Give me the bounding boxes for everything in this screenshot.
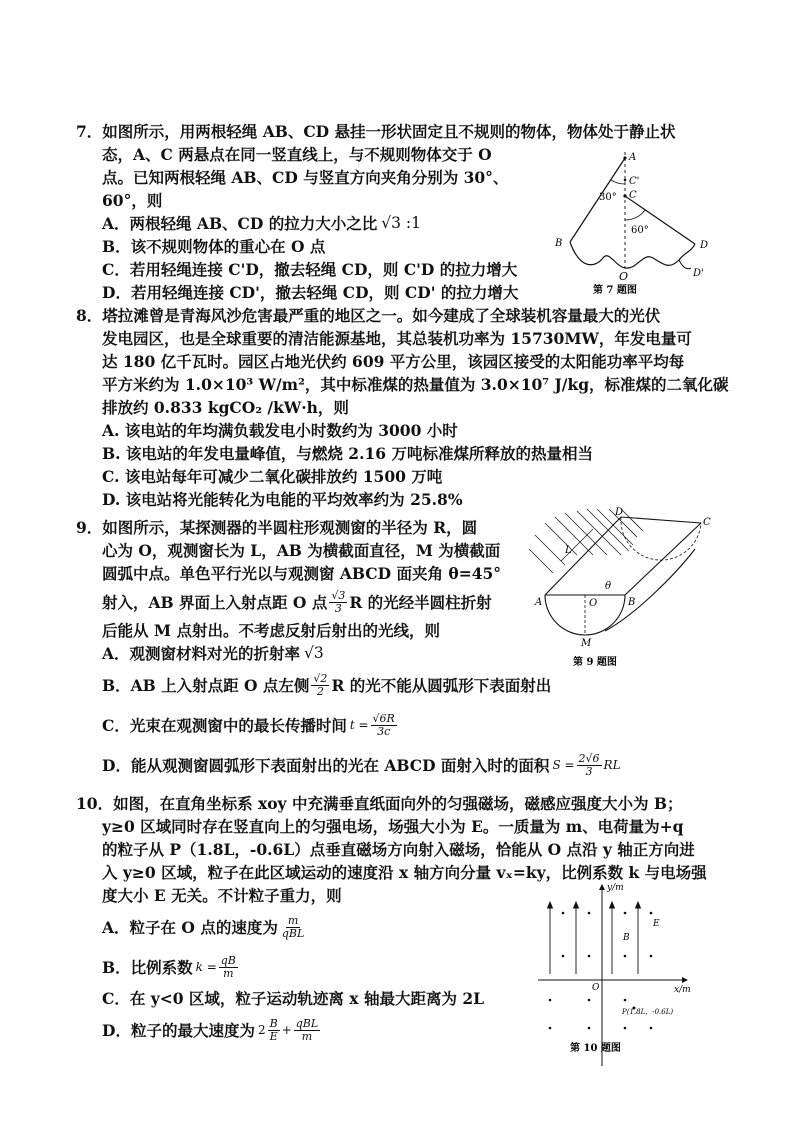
parallel-light-rays <box>529 509 643 573</box>
q7-stem-line3: 点。已知两根轻绳 AB、CD 与竖直方向夹角分别为 30°、 <box>102 168 509 187</box>
q7-option-b: B．该不规则物体的重心在 O 点 <box>102 237 326 256</box>
origin-label: O <box>592 983 600 993</box>
b-label: B <box>623 933 630 943</box>
figure-9 <box>525 505 715 670</box>
q9-number: 9． <box>76 518 103 537</box>
y-axis-label: y/m <box>607 883 624 893</box>
q9-c-frac: $\frac{√6R}{3c}$ <box>372 711 395 738</box>
q9-stem-line2: 心为 O，观测窗长为 L，AB 为横截面直径，M 为横截面 <box>102 541 501 560</box>
point-p-label: P(1.8L，-0.6L) <box>622 1008 674 1016</box>
wavy-tail <box>679 260 691 269</box>
q10-option-a: A．粒子在 O 点的速度为 $\frac{m}{\text{qBL}}$ <box>102 913 305 940</box>
e-label: E <box>653 919 660 929</box>
q10-stem-line3: 的粒子从 P（1.8L，-0.6L）点垂直磁场方向射入磁场，恰能从 O 点沿 y 轴正方向进 <box>102 840 695 859</box>
q10-d-frac1: $\frac{B}{E}$ <box>269 1016 278 1043</box>
q9-d-frac: $\frac{2√6}{3}$ <box>578 751 600 778</box>
cylinder-bottom-edge <box>605 549 695 631</box>
figure-9-caption: 第 9 题图 <box>573 657 617 668</box>
label-m: M <box>581 638 592 649</box>
label-o: O <box>589 598 598 609</box>
q10-stem-line4: 入 y≥0 区域，粒子在此区域运动的速度沿 x 轴方向分量 vₓ=ky，比例系数 k 与电场强 <box>102 863 707 882</box>
q10-a-frac: $\frac{m}{\text{qBL}}$ <box>281 913 305 940</box>
q7-option-c: C．若用轻绳连接 C'D，撤去轻绳 CD，则 C'D 的拉力增大 <box>102 260 518 279</box>
q8-option-d: D. 该电站将光能转化为电能的平均效率约为 25.8% <box>102 490 463 509</box>
half-circle-back <box>621 517 701 560</box>
label-d: D <box>700 240 709 251</box>
label-30: 30° <box>599 192 617 203</box>
q10-stem-line5: 度大小 E 无关。不计粒子重力，则 <box>102 886 342 905</box>
q8-stem-line3: 达 180 亿千瓦时。园区占地光伏约 609 平方公里，该园区接受的太阳能功率平均每 <box>102 352 685 371</box>
q9-stem-line1: 如图所示，某探测器的半圆柱形观测窗的半径为 R，圆 <box>102 518 478 537</box>
q9-b-frac: $\frac{√2}{2}$ <box>313 671 328 698</box>
label-d: D <box>615 507 624 518</box>
q9-option-c: C．光束在观测窗中的最长传播时间 t = $\frac{√6R}{3c}$ <box>102 711 395 738</box>
q8-stem-line2: 发电园区，也是全球重要的清洁能源基地，其总装机功率为 15730MW，年发电量可 <box>102 329 692 348</box>
figure-10 <box>530 878 700 1068</box>
q10-option-c: C．在 y<0 区域，粒子运动轨迹离 x 轴最大距离为 2L <box>102 989 485 1008</box>
q8-option-a: A. 该电站的年均满负载发电小时数约为 3000 小时 <box>102 421 458 440</box>
label-c-prime: C' <box>629 176 640 187</box>
q10-stem-line1: 如图，在直角坐标系 xoy 中充满垂直纸面向外的匀强磁场，磁感应强度大小为 B； <box>113 794 683 813</box>
figure-10-caption: 第 10 题图 <box>570 1043 621 1054</box>
label-a: A <box>535 597 543 608</box>
question-8 <box>76 304 729 511</box>
figure-7 <box>545 140 735 300</box>
label-theta: θ <box>605 581 612 592</box>
q9-stem-line5: 后能从 M 点射出。不考虑反射后射出的光线，则 <box>102 621 440 640</box>
arc-30-deg <box>611 180 625 184</box>
q8-option-c: C. 该电站每年可减少二氧化碳排放约 1500 万吨 <box>102 467 443 486</box>
x-axis-label: x/m <box>674 985 691 995</box>
rope-ab <box>570 158 625 242</box>
label-d-prime: D' <box>693 268 704 279</box>
q8-stem-line5: 排放约 0.833 kgCO₂ /kW·h，则 <box>102 398 349 417</box>
q8-stem-line1: 塔拉滩曾是青海风沙危害最严重的地区之一。如今建成了全球装机容量最大的光伏 <box>102 306 661 325</box>
label-c: C <box>629 190 637 201</box>
q7-stem-line1: 如图所示，用两根轻绳 AB、CD 悬挂一形状固定且不规则的物体，物体处于静止状 <box>102 122 676 141</box>
label-b: B <box>555 238 563 249</box>
q7-option-a-math: √3 :1 <box>381 214 421 232</box>
q7-option-a: A．两根轻绳 AB、CD 的拉力大小之比 √3 :1 <box>102 214 421 233</box>
label-60: 60° <box>631 225 649 236</box>
q10-d-frac2: $\frac{\text{qBL}}{m}$ <box>295 1016 319 1043</box>
q9-stem-line3: 圆弧中点。单色平行光以与观测窗 ABCD 面夹角 θ=45° <box>102 564 502 583</box>
q9-stem-line4: 射入，AB 界面上入射点距 O 点 $\frac{√3}{3}$ R 的光经半圆柱折射 <box>102 588 492 615</box>
window-edge-dc <box>621 517 701 523</box>
y-axis-arrow <box>599 884 605 890</box>
label-a: A <box>629 152 637 163</box>
q9-frac-sqrt3-over-3: $\frac{√3}{3}$ <box>331 588 346 615</box>
label-b: B <box>628 597 636 608</box>
q10-number: 10． <box>76 794 114 813</box>
q9-option-b: B．AB 上入射点距 O 点左侧 $\frac{√2}{2}$ R 的光不能从圆弧形下表面射出 <box>102 671 552 698</box>
x-axis-arrow <box>682 977 688 983</box>
q7-stem-line4: 60°，则 <box>102 191 163 210</box>
q10-option-b: B．比例系数 k = $\frac{qB}{m}$ <box>102 953 236 980</box>
q7-stem-line2: 态，A、C 两悬点在同一竖直线上，与不规则物体交于 O <box>102 145 492 164</box>
q8-number: 8． <box>76 306 103 325</box>
rope-cd <box>625 196 695 244</box>
object-wavy-outline <box>570 242 695 268</box>
q8-stem-line4: 平方米约为 1.0×10³ W/m²，其中标准煤的热量值为 3.0×10⁷ J/kg，标准煤的二氧化碳 <box>102 375 729 394</box>
q10-option-d: D．粒子的最大速度为 2 $\frac{B}{E}$ + $\frac{\text{qBL}}{m}$ <box>102 1016 319 1043</box>
label-c: C <box>703 517 711 528</box>
label-o: O <box>619 270 629 283</box>
q7-option-d: D．若用轻绳连接 CD'，撤去轻绳 CD，则 CD' 的拉力增大 <box>102 283 519 302</box>
q10-b-frac: $\frac{qB}{m}$ <box>220 953 236 980</box>
figure-7-caption: 第 7 题图 <box>593 285 637 296</box>
q7-number: 7． <box>76 122 103 141</box>
q10-stem-line2: y≥0 区域同时存在竖直向上的匀强电场，场强大小为 E。一质量为 m、电荷量为+q <box>102 817 684 836</box>
q9-option-d: D．能从观测窗圆弧形下表面射出的光在 ABCD 面射入时的面积 S = $\frac{2√6}{3}$ RL <box>102 751 621 778</box>
q8-option-b: B. 该电站的年发电量峰值，与燃烧 2.16 万吨标准煤所释放的热量相当 <box>102 444 593 463</box>
q9-option-a: A．观测窗材料对光的折射率 √3 <box>102 644 324 663</box>
label-l: L <box>565 545 572 556</box>
arc-60-deg <box>625 210 645 220</box>
